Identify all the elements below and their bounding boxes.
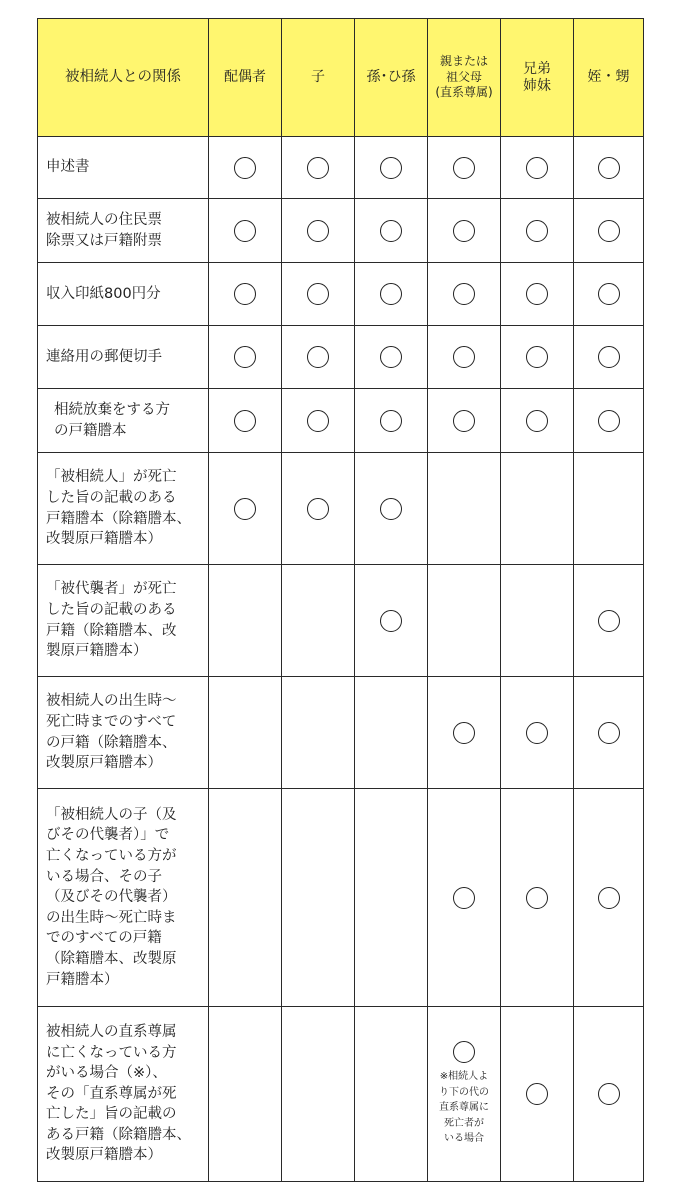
circle-mark-icon [307, 157, 329, 179]
document-label: 被相続人の出生時～ 死亡時までのすべて の戸籍（除籍謄本、 改製原戸籍謄本） [38, 677, 209, 789]
column-header-nephew-niece: 姪・甥 [574, 19, 644, 137]
column-header-grandchild: 孫･ひ孫 [355, 19, 428, 137]
mark-cell [428, 137, 501, 199]
circle-mark-icon [234, 410, 256, 432]
mark-cell [282, 1007, 355, 1182]
circle-mark-icon [526, 722, 548, 744]
circle-mark-icon [598, 1083, 620, 1105]
document-label: 被相続人の直系尊属 に亡くなっている方 がいる場合（※）、 その「直系尊属が死 亡した」旨の記載の ある戸籍（除籍謄本、 改製原戸籍謄本） [38, 1007, 209, 1182]
document-label: 「被代襲者」が死亡 した旨の記載のある 戸籍（除籍謄本、改 製原戸籍謄本） [38, 565, 209, 677]
mark-cell [209, 789, 282, 1007]
circle-mark-icon [526, 220, 548, 242]
mark-cell [574, 677, 644, 789]
mark-cell [574, 199, 644, 263]
mark-cell [574, 389, 644, 453]
required-documents-table [37, 18, 644, 1182]
circle-mark-icon [598, 220, 620, 242]
mark-cell [282, 677, 355, 789]
document-label: 「被相続人の子（及 びその代襲者）」で 亡くなっている方が いる場合、その子 （及びその代襲者） の出生時～死亡時ま でのすべての戸籍 （除籍謄本、改製原 戸籍謄本） [38, 789, 209, 1007]
document-label: 「被相続人」が死亡 した旨の記載のある 戸籍謄本（除籍謄本、 改製原戸籍謄本） [38, 453, 209, 565]
mark-cell [282, 199, 355, 263]
mark-cell [428, 677, 501, 789]
mark-cell [355, 789, 428, 1007]
circle-mark-icon [598, 283, 620, 305]
footnote-text: ※相続人よ り下の代の 直系尊属に 死亡者が いる場合 [439, 1071, 489, 1145]
mark-cell [209, 263, 282, 326]
mark-cell [501, 677, 574, 789]
mark-cell [501, 389, 574, 453]
circle-mark-icon [380, 346, 402, 368]
circle-mark-icon [526, 1083, 548, 1105]
table-row [38, 1007, 644, 1182]
circle-mark-icon [526, 346, 548, 368]
circle-mark-icon [380, 283, 402, 305]
circle-mark-icon [453, 887, 475, 909]
mark-cell [574, 326, 644, 389]
mark-cell [501, 326, 574, 389]
mark-cell [428, 565, 501, 677]
mark-cell [355, 263, 428, 326]
circle-mark-icon [453, 410, 475, 432]
mark-cell [282, 789, 355, 1007]
circle-mark-icon [234, 283, 256, 305]
document-label: 相続放棄をする方 の戸籍謄本 [38, 389, 209, 453]
mark-cell [501, 789, 574, 1007]
mark-cell [355, 565, 428, 677]
mark-cell [501, 137, 574, 199]
circle-mark-icon [307, 346, 329, 368]
document-label: 収入印紙800円分 [38, 263, 209, 326]
mark-cell [355, 326, 428, 389]
mark-cell [574, 453, 644, 565]
mark-cell [282, 389, 355, 453]
table-row [38, 199, 644, 263]
mark-cell [501, 263, 574, 326]
mark-cell [355, 137, 428, 199]
circle-mark-icon [598, 346, 620, 368]
mark-cell [501, 453, 574, 565]
circle-mark-icon [598, 722, 620, 744]
circle-mark-icon [453, 346, 475, 368]
mark-cell [209, 199, 282, 263]
relation-header: 被相続人との関係 [38, 19, 209, 137]
mark-cell [282, 137, 355, 199]
mark-cell [282, 326, 355, 389]
mark-cell [428, 389, 501, 453]
mark-cell [282, 565, 355, 677]
mark-cell [574, 1007, 644, 1182]
mark-cell [282, 453, 355, 565]
circle-mark-icon [453, 722, 475, 744]
mark-cell [574, 137, 644, 199]
table-row [38, 565, 644, 677]
mark-cell [209, 565, 282, 677]
circle-mark-icon [598, 610, 620, 632]
circle-mark-icon [307, 410, 329, 432]
mark-cell [355, 389, 428, 453]
circle-mark-icon [307, 498, 329, 520]
circle-mark-icon [526, 410, 548, 432]
circle-mark-icon [307, 220, 329, 242]
circle-mark-icon [234, 498, 256, 520]
table-row [38, 389, 644, 453]
circle-mark-icon [526, 157, 548, 179]
mark-cell [428, 789, 501, 1007]
column-header-spouse: 配偶者 [209, 19, 282, 137]
table-body [38, 137, 644, 1182]
table-row [38, 453, 644, 565]
mark-cell [282, 263, 355, 326]
mark-cell [428, 326, 501, 389]
mark-cell [501, 565, 574, 677]
column-header-parents: 親または 祖父母 (直系尊属) [428, 19, 501, 137]
circle-mark-icon [526, 887, 548, 909]
mark-cell [501, 199, 574, 263]
mark-cell [428, 199, 501, 263]
mark-cell [209, 453, 282, 565]
mark-cell [209, 677, 282, 789]
circle-mark-icon [598, 157, 620, 179]
column-header-child: 子 [282, 19, 355, 137]
circle-mark-icon [234, 220, 256, 242]
mark-cell [355, 453, 428, 565]
circle-mark-icon [453, 220, 475, 242]
header-row [38, 19, 644, 137]
circle-mark-icon [453, 157, 475, 179]
mark-cell [209, 137, 282, 199]
table-row [38, 263, 644, 326]
circle-mark-icon [453, 283, 475, 305]
mark-cell [355, 677, 428, 789]
mark-cell [209, 1007, 282, 1182]
mark-cell [428, 263, 501, 326]
mark-cell [574, 263, 644, 326]
circle-mark-icon [380, 610, 402, 632]
mark-cell [428, 1007, 501, 1182]
mark-cell [209, 326, 282, 389]
circle-mark-icon [526, 283, 548, 305]
circle-mark-icon [453, 1041, 475, 1063]
mark-cell [501, 1007, 574, 1182]
circle-mark-icon [380, 498, 402, 520]
mark-cell [209, 389, 282, 453]
document-label: 連絡用の郵便切手 [38, 326, 209, 389]
circle-mark-icon [598, 410, 620, 432]
document-label: 被相続人の住民票 除票又は戸籍附票 [38, 199, 209, 263]
mark-with-note [428, 1041, 500, 1147]
table-row [38, 677, 644, 789]
circle-mark-icon [307, 283, 329, 305]
circle-mark-icon [380, 220, 402, 242]
circle-mark-icon [234, 157, 256, 179]
table-row [38, 326, 644, 389]
document-label: 申述書 [38, 137, 209, 199]
circle-mark-icon [234, 346, 256, 368]
mark-cell [574, 565, 644, 677]
mark-cell [355, 1007, 428, 1182]
mark-cell [355, 199, 428, 263]
table-row [38, 137, 644, 199]
table-row [38, 789, 644, 1007]
mark-cell [428, 453, 501, 565]
circle-mark-icon [380, 410, 402, 432]
circle-mark-icon [380, 157, 402, 179]
circle-mark-icon [598, 887, 620, 909]
mark-cell [574, 789, 644, 1007]
column-header-siblings: 兄弟 姉妹 [501, 19, 574, 137]
